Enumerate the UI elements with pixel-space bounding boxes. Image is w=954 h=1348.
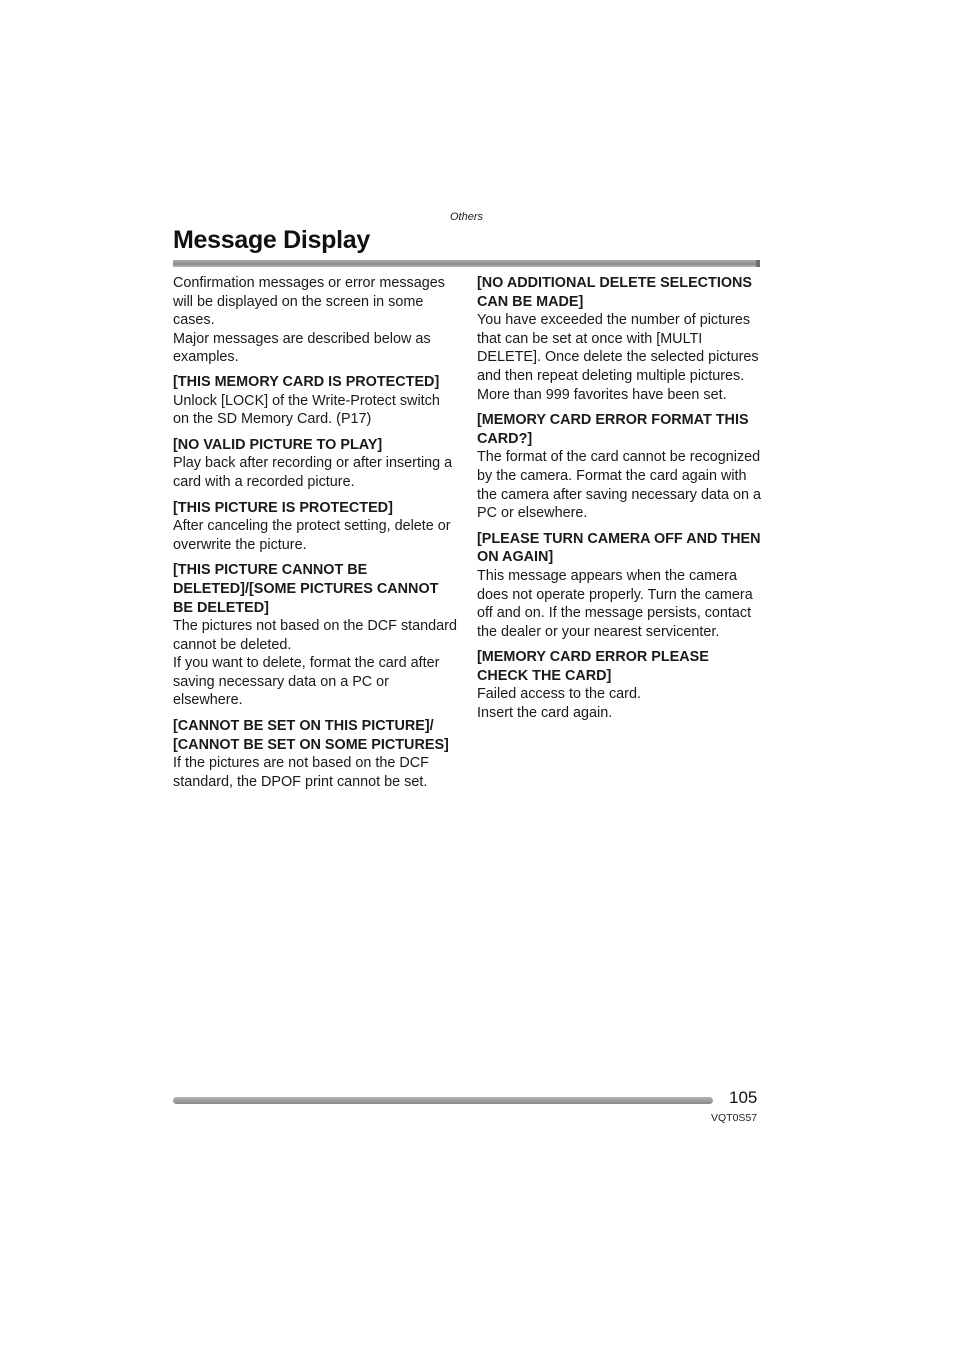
document-code: VQT0S57 <box>711 1112 758 1124</box>
message-heading: [CANNOT BE SET ON THIS PICTURE]/ [CANNOT BE SET ON SOME PICTURES] <box>173 718 449 753</box>
message-heading: [THIS PICTURE IS PROTECTED] <box>173 499 393 516</box>
message-description: If the pictures are not based on the DCF standard, the DPOF print cannot be set. <box>173 755 429 790</box>
message-entry <box>173 561 458 710</box>
intro-block <box>173 274 458 367</box>
message-description: Unlock [LOCK] of the Write-Protect switch on the SD Memory Card. (P17) <box>173 392 440 428</box>
message-heading: [PLEASE TURN CAMERA OFF AND THEN ON AGAIN] <box>477 530 761 566</box>
message-heading: [NO VALID PICTURE TO PLAY] <box>173 436 383 453</box>
title-underline-bar <box>173 260 760 267</box>
message-entry <box>477 648 761 722</box>
message-description: If you want to delete, format the card after saving necessary data on a PC or elsewhere. <box>173 655 440 709</box>
message-heading: [MEMORY CARD ERROR PLEASE CHECK THE CARD] <box>477 649 709 684</box>
message-entry <box>477 530 761 642</box>
message-entry <box>173 717 458 791</box>
message-description: Insert the card again. <box>477 705 613 722</box>
page-title: Message Display <box>173 226 370 254</box>
message-entry <box>477 411 761 523</box>
message-description: The format of the card cannot be recognized by the camera. Format the card again with the camera after saving necessary data on a PC or elsewhere. <box>477 449 761 522</box>
message-description: Play back after recording or after inserting a card with a recorded picture. <box>173 455 453 490</box>
footer-bar <box>173 1097 713 1104</box>
message-entry <box>477 274 761 404</box>
message-entry <box>173 499 458 555</box>
intro-paragraph: Major messages are described below as examples. <box>173 330 431 366</box>
message-entry <box>173 436 458 492</box>
message-entry <box>173 373 458 429</box>
page-number: 105 <box>729 1088 758 1107</box>
section-label: Others <box>450 211 484 223</box>
message-heading: [NO ADDITIONAL DELETE SELECTIONS CAN BE MADE] <box>477 275 753 310</box>
message-description: After canceling the protect setting, delete or overwrite the picture. <box>173 518 451 553</box>
message-heading: [THIS MEMORY CARD IS PROTECTED] <box>173 373 440 390</box>
right-column <box>477 274 761 730</box>
intro-paragraph: Confirmation messages or error messages will be displayed on the screen in some cases. <box>173 275 445 329</box>
message-description: More than 999 favorites have been set. <box>477 386 727 403</box>
left-column <box>173 274 458 798</box>
message-description: The pictures not based on the DCF standard cannot be deleted. <box>173 618 457 653</box>
message-description: You have exceeded the number of pictures that can be set at once with [MULTI DELETE]. Once delete the selected pictures and then repeat deleting multiple pictures. <box>477 312 759 384</box>
message-description: This message appears when the camera does not operate properly. Turn the camera off and on. If the message persists, contact the dealer or your nearest servicenter. <box>477 567 753 640</box>
message-heading: [MEMORY CARD ERROR FORMAT THIS CARD?] <box>477 412 749 447</box>
message-description: Failed access to the card. <box>477 686 641 703</box>
message-heading: [THIS PICTURE CANNOT BE DELETED]/[SOME PICTURES CANNOT BE DELETED] <box>173 562 439 616</box>
